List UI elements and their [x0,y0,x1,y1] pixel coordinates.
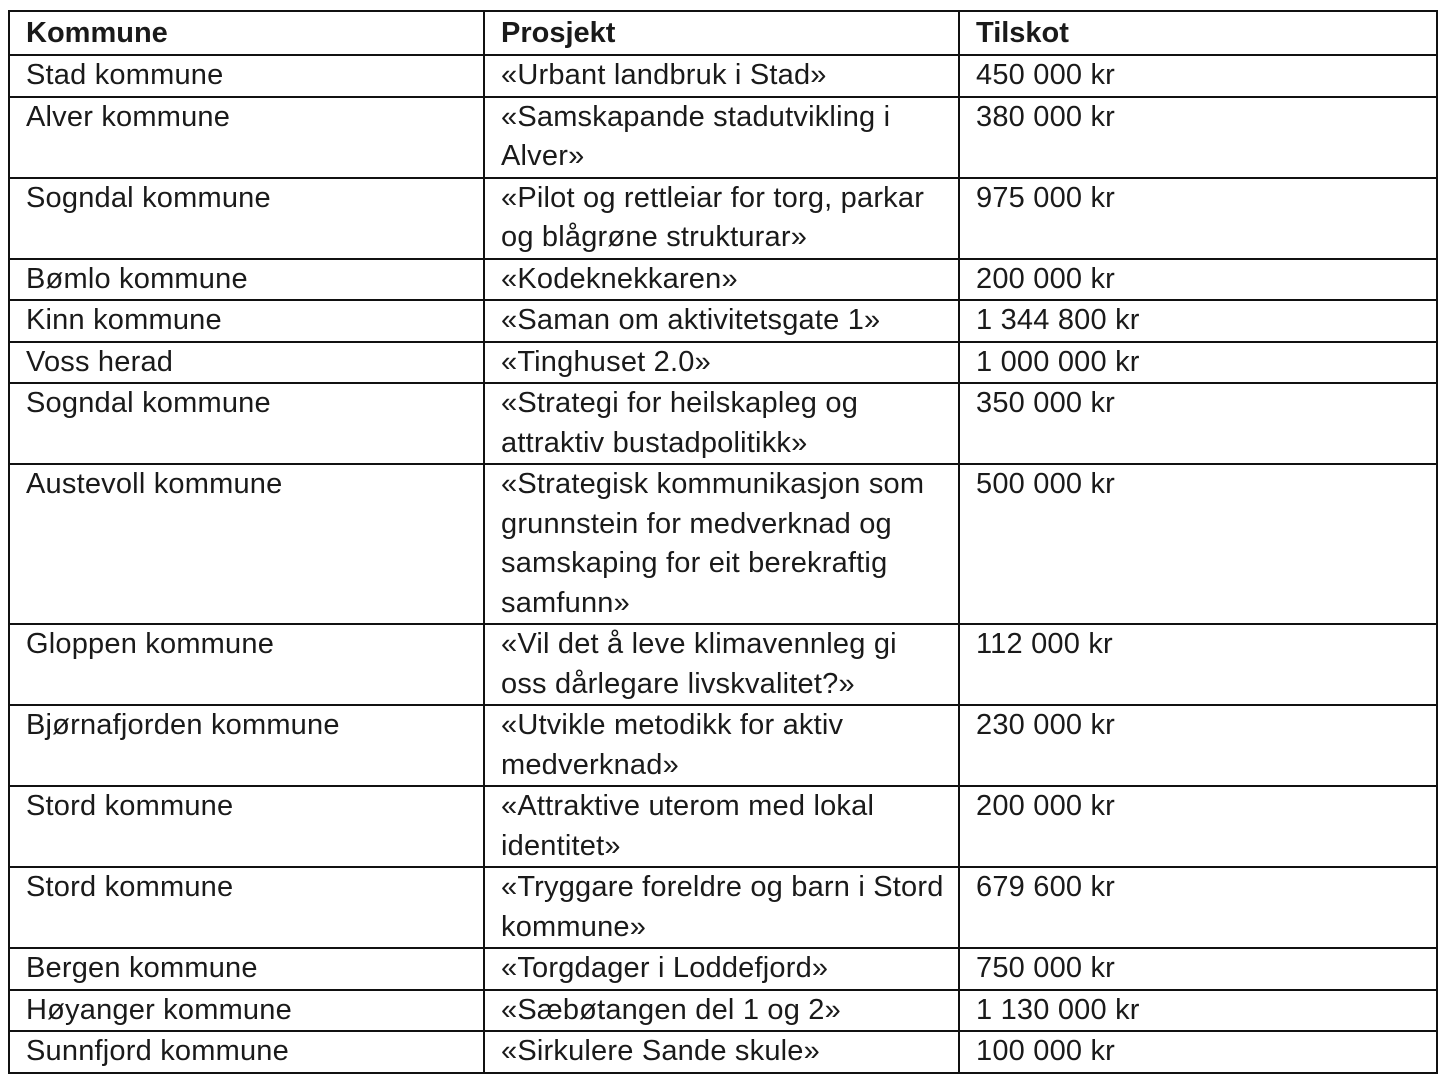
table-row [9,990,1437,1032]
table-row [9,383,1437,464]
cell-tilskot: 350 000 kr [959,383,1437,464]
cell-kommune: Stad kommune [9,55,484,97]
cell-prosjekt: «Saman om aktivitetsgate 1» [484,300,959,342]
cell-tilskot: 230 000 kr [959,705,1437,786]
table-row [9,300,1437,342]
cell-prosjekt: «Strategisk kommunikasjon som grunnstein for medverknad og samskaping for eit berekraftig samfunn» [484,464,959,624]
table-body [9,55,1437,1073]
table-row [9,55,1437,97]
cell-prosjekt: «Samskapande stadutvikling i Alver» [484,97,959,178]
cell-kommune: Voss herad [9,342,484,384]
cell-kommune: Høyanger kommune [9,990,484,1032]
header-kommune: Kommune [9,11,484,55]
table-row [9,705,1437,786]
cell-tilskot: 450 000 kr [959,55,1437,97]
table-header-row [9,11,1437,55]
cell-prosjekt: «Tryggare foreldre og barn i Stord kommune» [484,867,959,948]
cell-prosjekt: «Attraktive uterom med lokal identitet» [484,786,959,867]
cell-kommune: Bjørnafjorden kommune [9,705,484,786]
cell-tilskot: 679 600 kr [959,867,1437,948]
table-row [9,867,1437,948]
table-row [9,259,1437,301]
table-row [9,786,1437,867]
cell-tilskot: 750 000 kr [959,948,1437,990]
table-row [9,342,1437,384]
header-tilskot: Tilskot [959,11,1437,55]
cell-prosjekt: «Urbant landbruk i Stad» [484,55,959,97]
cell-prosjekt: «Utvikle metodikk for aktiv medverknad» [484,705,959,786]
cell-kommune: Gloppen kommune [9,624,484,705]
cell-prosjekt: «Tinghuset 2.0» [484,342,959,384]
header-prosjekt: Prosjekt [484,11,959,55]
cell-tilskot: 200 000 kr [959,786,1437,867]
cell-prosjekt: «Strategi for heilskapleg og attraktiv bustadpolitikk» [484,383,959,464]
cell-kommune: Sunnfjord kommune [9,1031,484,1073]
table-row [9,624,1437,705]
cell-kommune: Sogndal kommune [9,178,484,259]
grants-table [8,10,1438,1074]
cell-tilskot: 500 000 kr [959,464,1437,624]
table-row [9,948,1437,990]
cell-tilskot: 380 000 kr [959,97,1437,178]
cell-kommune: Stord kommune [9,786,484,867]
cell-tilskot: 1 000 000 kr [959,342,1437,384]
cell-tilskot: 200 000 kr [959,259,1437,301]
cell-kommune: Stord kommune [9,867,484,948]
cell-tilskot: 112 000 kr [959,624,1437,705]
cell-prosjekt: «Sæbøtangen del 1 og 2» [484,990,959,1032]
cell-kommune: Bergen kommune [9,948,484,990]
cell-tilskot: 100 000 kr [959,1031,1437,1073]
cell-prosjekt: «Pilot og rettleiar for torg, parkar og blågrøne strukturar» [484,178,959,259]
table-row [9,464,1437,624]
cell-tilskot: 975 000 kr [959,178,1437,259]
cell-tilskot: 1 344 800 kr [959,300,1437,342]
cell-prosjekt: «Torgdager i Loddefjord» [484,948,959,990]
cell-prosjekt: «Vil det å leve klimavennleg gi oss dårlegare livskvalitet?» [484,624,959,705]
cell-kommune: Kinn kommune [9,300,484,342]
cell-prosjekt: «Kodeknekkaren» [484,259,959,301]
table-row [9,1031,1437,1073]
table-row [9,178,1437,259]
cell-kommune: Sogndal kommune [9,383,484,464]
cell-prosjekt: «Sirkulere Sande skule» [484,1031,959,1073]
table-row [9,97,1437,178]
cell-kommune: Alver kommune [9,97,484,178]
cell-tilskot: 1 130 000 kr [959,990,1437,1032]
cell-kommune: Austevoll kommune [9,464,484,624]
cell-kommune: Bømlo kommune [9,259,484,301]
